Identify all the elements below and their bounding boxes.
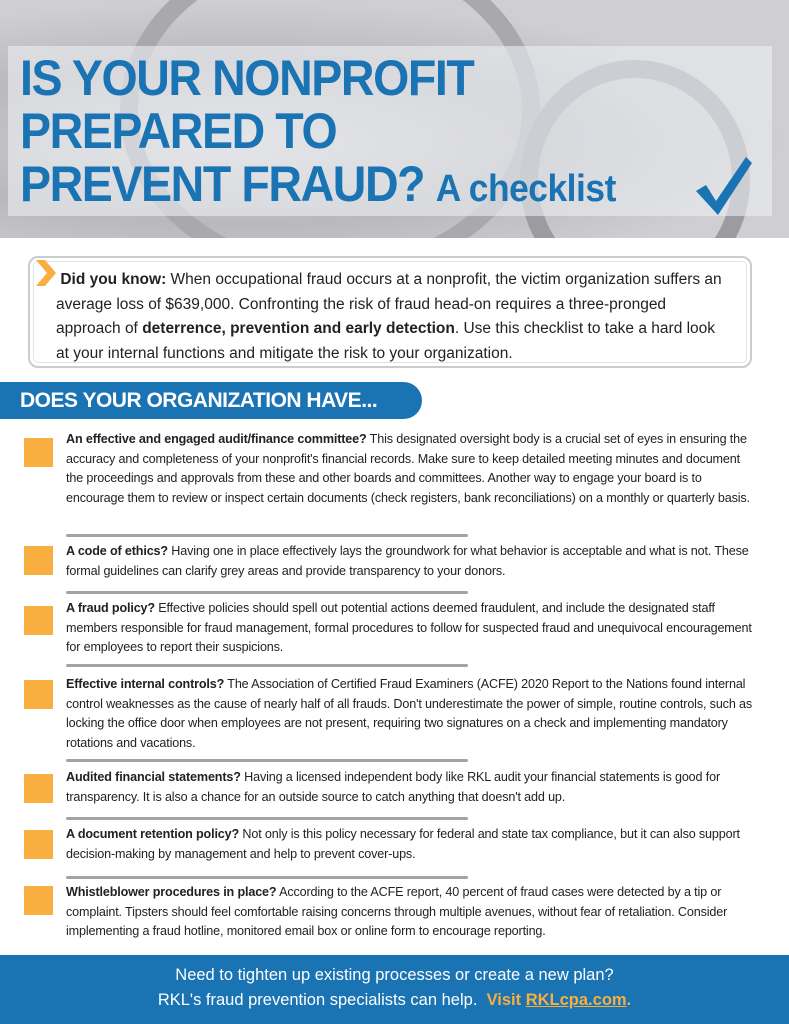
intro-text-2: . Use this checklist to take a hard look at your internal functions and mitigate the risk to your organization. bbox=[56, 320, 716, 362]
item-title: Effective internal controls? bbox=[66, 677, 225, 691]
item-text: Effective policies should spell out potential actions deemed fraudulent, and include the designated staff members responsible for fraud management, formal procedures to follow for suspected fraud and unequivocal encouragement for employees to report their suspicions. bbox=[66, 601, 752, 655]
item-title: Whistleblower procedures in place? bbox=[66, 885, 277, 899]
item-title: An effective and engaged audit/finance committee? bbox=[66, 432, 367, 446]
divider bbox=[66, 759, 468, 762]
item-title: A fraud policy? bbox=[66, 601, 155, 615]
did-you-know-box bbox=[28, 256, 752, 368]
checkbox[interactable] bbox=[24, 546, 53, 575]
title-line: IS YOUR NONPROFIT bbox=[20, 50, 474, 106]
item-text: The Association of Certified Fraud Examiners (ACFE) 2020 Report to the Nations found internal control weaknesses as the cause of nearly half of all frauds. Don't underestimate the power of simple, routine controls, such as locking the office door when employees are not present, requiring two signatures on a check and implementing mandatory rotations and vacations. bbox=[66, 677, 753, 751]
checkbox[interactable] bbox=[24, 606, 53, 635]
item-title: Audited financial statements? bbox=[66, 770, 241, 784]
subtitle: A checklist bbox=[435, 168, 616, 210]
title-line: PREPARED TO bbox=[20, 103, 337, 159]
divider bbox=[66, 591, 468, 594]
footer-line-1: Need to tighten up existing processes or create a new plan? bbox=[175, 966, 614, 984]
divider bbox=[66, 817, 468, 820]
hero-banner bbox=[0, 0, 789, 238]
title-line: PREVENT FRAUD? bbox=[20, 156, 425, 212]
item-text: Having a licensed independent body like RKL audit your financial statements is good for transparency. It is also a chance for an outside source to catch anything that doesn't add up. bbox=[66, 770, 720, 804]
checkbox[interactable] bbox=[24, 680, 53, 709]
divider bbox=[66, 876, 468, 879]
checkbox[interactable] bbox=[24, 438, 53, 467]
item-text: Having one in place effectively lays the groundwork for what behavior is acceptable and what is not. These formal guidelines can clarify grey areas and provide transparency to your donors. bbox=[66, 544, 749, 578]
divider bbox=[66, 534, 468, 537]
section-heading: DOES YOUR ORGANIZATION HAVE... bbox=[0, 382, 422, 419]
intro-text-1: When occupational fraud occurs at a nonprofit, the victim organization suffers an average loss of $639,000. Confronting the risk of fraud head-on requires a three-pronged approach of bbox=[56, 271, 722, 337]
period: . bbox=[626, 991, 632, 1009]
footer-line-2 bbox=[0, 988, 789, 1013]
page-title bbox=[20, 52, 616, 216]
checklist-item bbox=[66, 542, 756, 581]
intro-text bbox=[56, 268, 730, 366]
visit-label: Visit bbox=[486, 991, 522, 1009]
checklist-item bbox=[66, 599, 756, 658]
divider bbox=[66, 664, 468, 667]
item-text: Not only is this policy necessary for federal and state tax compliance, but it can also support decision-making by management and help to prevent cover-ups. bbox=[66, 827, 740, 861]
checklist-item bbox=[66, 883, 756, 942]
checklist-item bbox=[66, 675, 756, 754]
chevron-right-icon bbox=[36, 260, 56, 286]
footer-text: RKL's fraud prevention specialists can help. bbox=[157, 991, 478, 1009]
checkbox[interactable] bbox=[24, 886, 53, 915]
checkbox[interactable] bbox=[24, 830, 53, 859]
website-link[interactable]: RKLcpa.com bbox=[525, 991, 627, 1009]
checklist-item bbox=[66, 768, 756, 807]
checkbox[interactable] bbox=[24, 774, 53, 803]
checklist-item bbox=[66, 430, 756, 509]
item-title: A code of ethics? bbox=[66, 544, 168, 558]
item-title: A document retention policy? bbox=[66, 827, 240, 841]
item-text: According to the ACFE report, 40 percent of fraud cases were detected by a tip or complaint. Tipsters should feel comfortable raising concerns through multiple avenues, without fear of retaliation. Consider implementing a fraud hotline, monitored email box or online form to encourage reporting. bbox=[66, 885, 728, 939]
footer-cta bbox=[0, 955, 789, 1024]
checklist-item bbox=[66, 825, 756, 864]
intro-bold: deterrence, prevention and early detection bbox=[142, 320, 455, 337]
intro-lead: Did you know: bbox=[60, 271, 167, 288]
item-text: This designated oversight body is a crucial set of eyes in ensuring the accuracy and completeness of your nonprofit's financial records. Make sure to keep detailed meeting minutes and document the proceedings and approvals from these and other boards and committees. Another way to engage your board is to encourage them to review or inspect certain documents (check registers, bank reconciliations) on a monthly or quarterly basis. bbox=[66, 432, 750, 506]
checkmark-icon bbox=[694, 155, 754, 217]
